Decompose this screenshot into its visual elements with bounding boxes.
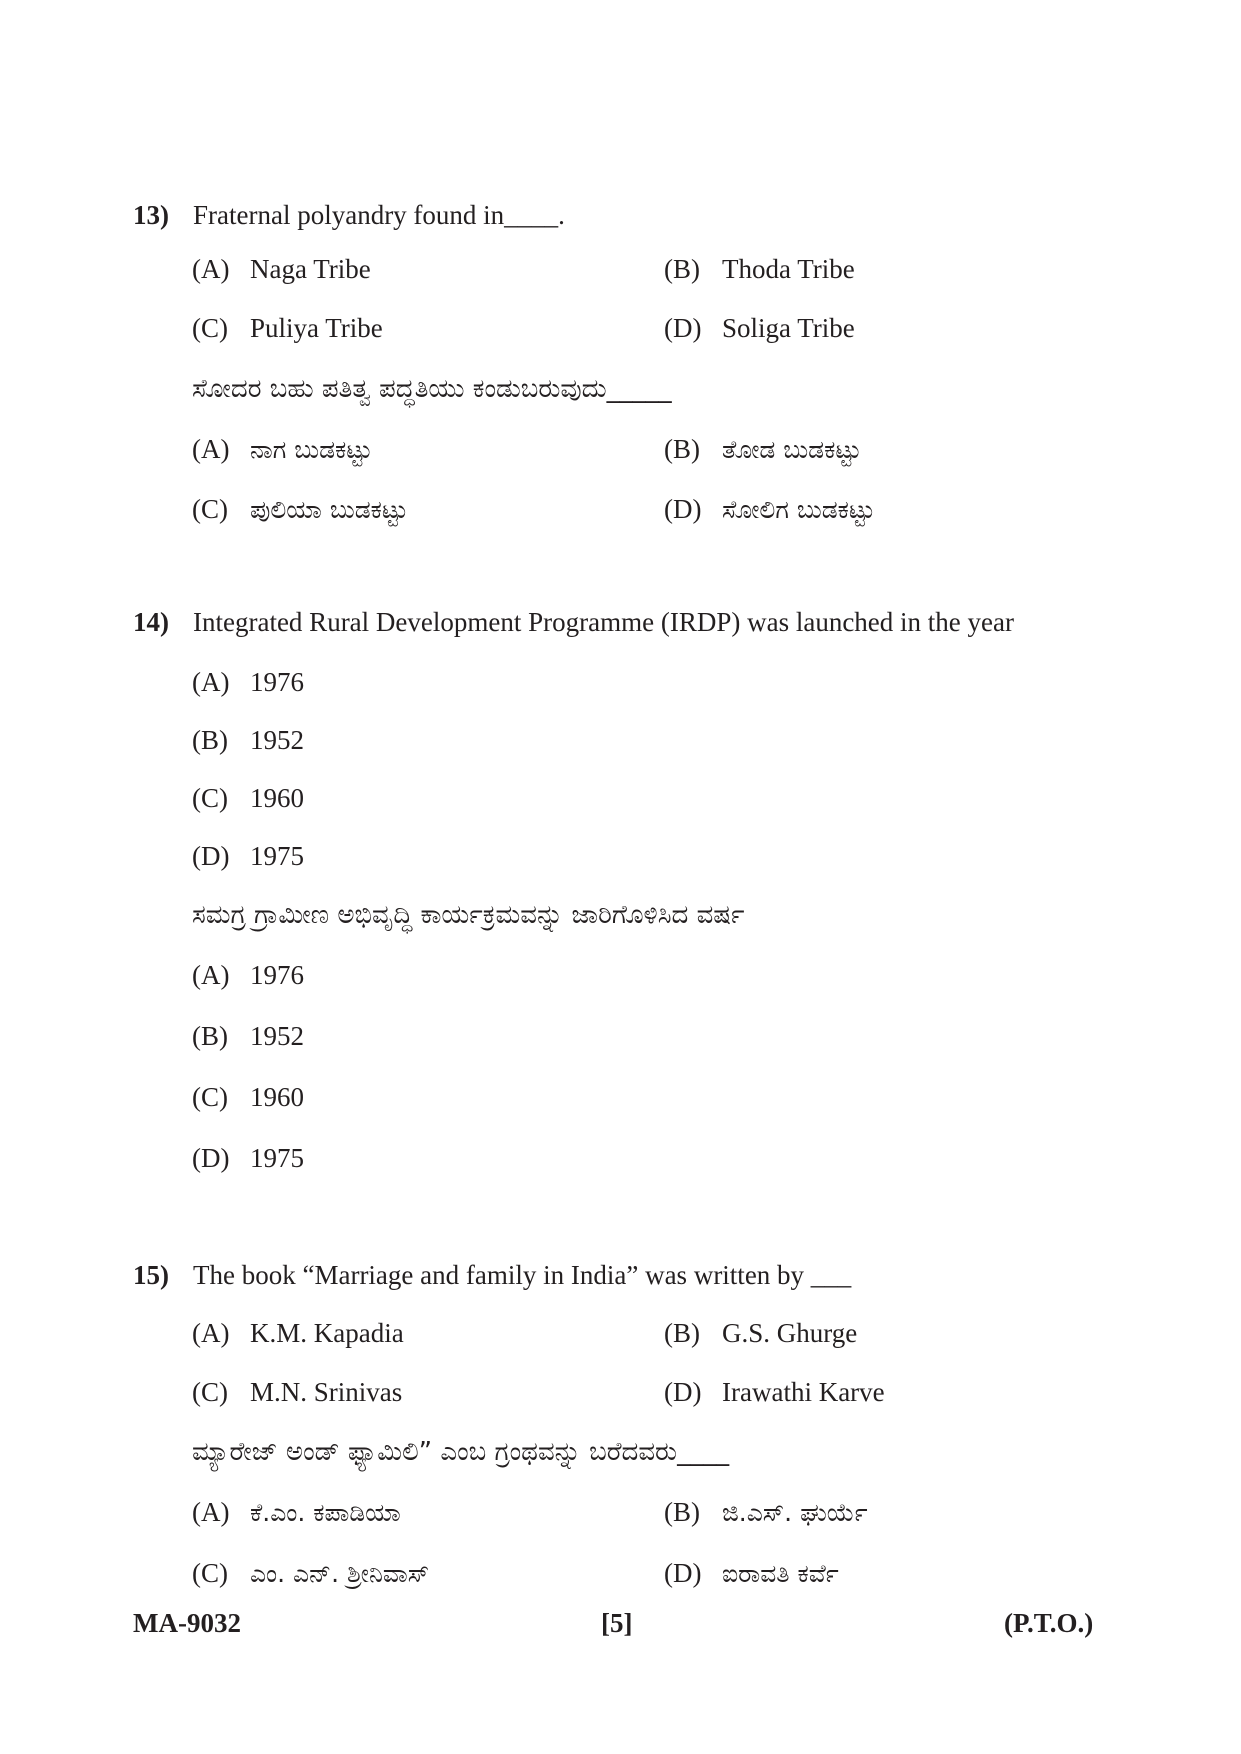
option-d: [192, 841, 304, 872]
option-text: 1960: [250, 1082, 304, 1112]
option-b: [664, 254, 855, 285]
option-label: (B): [192, 725, 228, 755]
option-text: 1975: [250, 1143, 304, 1173]
option-text: ಎಂ. ಎನ್. ಶ್ರೀನಿವಾಸ್: [250, 1559, 430, 1588]
kannada-option-b: [192, 1021, 304, 1052]
option-text: Irawathi Karve: [722, 1377, 885, 1407]
option-c: [192, 313, 383, 344]
option-label: (D): [664, 313, 702, 343]
option-label: (B): [192, 1021, 228, 1051]
paper-code: MA-9032: [133, 1608, 241, 1638]
option-label: (D): [192, 1143, 230, 1173]
kannada-question-text: ಮ್ಯಾರೇಜ್ ಅಂಡ್ ಫ್ಯಾಮಿಲಿ” ಎಂಬ ಗ್ರಂಥವನ್ನು ಬರೆದವರು____: [192, 1437, 730, 1467]
option-label: (C): [192, 783, 228, 813]
kannada-option-b: [664, 1497, 868, 1528]
option-label: (A): [192, 667, 230, 697]
option-label: (B): [664, 254, 700, 284]
option-c: [192, 1377, 402, 1408]
option-label: (D): [664, 494, 702, 524]
question-number: 15): [133, 1260, 169, 1290]
option-text: ಪುಲಿಯಾ ಬುಡಕಟ್ಟು: [250, 495, 408, 524]
option-text: 1976: [250, 960, 304, 990]
kannada-option-a: [192, 1497, 401, 1528]
kannada-option-c: [192, 1082, 304, 1113]
option-text: Naga Tribe: [250, 254, 371, 284]
option-label: (B): [664, 1318, 700, 1348]
option-text: ಕೆ.ಎಂ. ಕಪಾಡಿಯಾ: [250, 1498, 401, 1527]
page-number: [5]: [601, 1608, 633, 1638]
kannada-option-a: [192, 434, 372, 465]
option-text: M.N. Srinivas: [250, 1377, 403, 1407]
option-label: (A): [192, 960, 230, 990]
option-label: (D): [664, 1558, 702, 1588]
option-text: Thoda Tribe: [722, 254, 855, 284]
option-a: [192, 1318, 404, 1349]
option-text: 1952: [250, 725, 304, 755]
kannada-option-c: [192, 494, 408, 525]
option-text: ಸೋಲಿಗ ಬುಡಕಟ್ಟು: [722, 495, 875, 524]
question-15: [133, 1260, 851, 1291]
question-text: Integrated Rural Development Programme (IRDP) was launched in the year: [193, 607, 1014, 637]
option-b: [664, 1318, 857, 1349]
kannada-option-d: [192, 1143, 304, 1174]
option-label: (C): [192, 313, 228, 343]
option-text: 1976: [250, 667, 304, 697]
kannada-question-text: ಸೋದರ ಬಹು ಪತಿತ್ವ ಪದ್ಧತಿಯು ಕಂಡುಬರುವುದು_____: [192, 374, 672, 404]
option-label: (A): [192, 1318, 230, 1348]
option-label: (A): [192, 254, 230, 284]
option-text: Soliga Tribe: [722, 313, 855, 343]
option-label: (C): [192, 1377, 228, 1407]
option-text: ಜಿ.ಎಸ್. ಘುರ್ಯೆ: [722, 1498, 868, 1527]
option-text: 1960: [250, 783, 304, 813]
option-label: (B): [664, 434, 700, 464]
option-text: ನಾಗ ಬುಡಕಟ್ಟು: [250, 435, 373, 464]
option-label: (C): [192, 494, 228, 524]
question-13: [133, 200, 565, 231]
question-14: [133, 607, 1014, 638]
pto-note: (P.T.O.): [1004, 1608, 1094, 1638]
option-label: (D): [192, 841, 230, 871]
kannada-option-c: [192, 1558, 429, 1589]
option-c: [192, 783, 304, 814]
option-text: K.M. Kapadia: [250, 1318, 404, 1348]
option-d: [664, 1377, 885, 1408]
question-text: The book “Marriage and family in India” was written by ___: [193, 1260, 852, 1290]
option-a: [192, 254, 371, 285]
kannada-option-a: [192, 960, 304, 991]
kannada-option-b: [664, 434, 861, 465]
question-text: Fraternal polyandry found in____.: [193, 200, 565, 230]
option-text: ತೋಡ ಬುಡಕಟ್ಟು: [722, 435, 862, 464]
option-text: G.S. Ghurge: [722, 1318, 858, 1348]
kannada-option-d: [664, 1558, 839, 1589]
option-label: (A): [192, 1497, 230, 1527]
kannada-option-d: [664, 494, 875, 525]
kannada-question-text: ಸಮಗ್ರ ಗ್ರಾಮೀಣ ಅಭಿವೃದ್ಧಿ ಕಾರ್ಯಕ್ರಮವನ್ನು ಜಾರಿಗೊಳಿಸಿದ ವರ್ಷ: [192, 900, 745, 930]
option-label: (C): [192, 1558, 228, 1588]
option-text: 1952: [250, 1021, 304, 1051]
option-text: Puliya Tribe: [250, 313, 383, 343]
option-text: ಐರಾವತಿ ಕರ್ವೆ: [722, 1559, 839, 1588]
option-a: [192, 667, 304, 698]
option-label: (A): [192, 434, 230, 464]
option-text: 1975: [250, 841, 304, 871]
option-label: (C): [192, 1082, 228, 1112]
option-label: (B): [664, 1497, 700, 1527]
option-d: [664, 313, 855, 344]
question-number: 14): [133, 607, 169, 637]
question-number: 13): [133, 200, 169, 230]
option-label: (D): [664, 1377, 702, 1407]
option-b: [192, 725, 304, 756]
